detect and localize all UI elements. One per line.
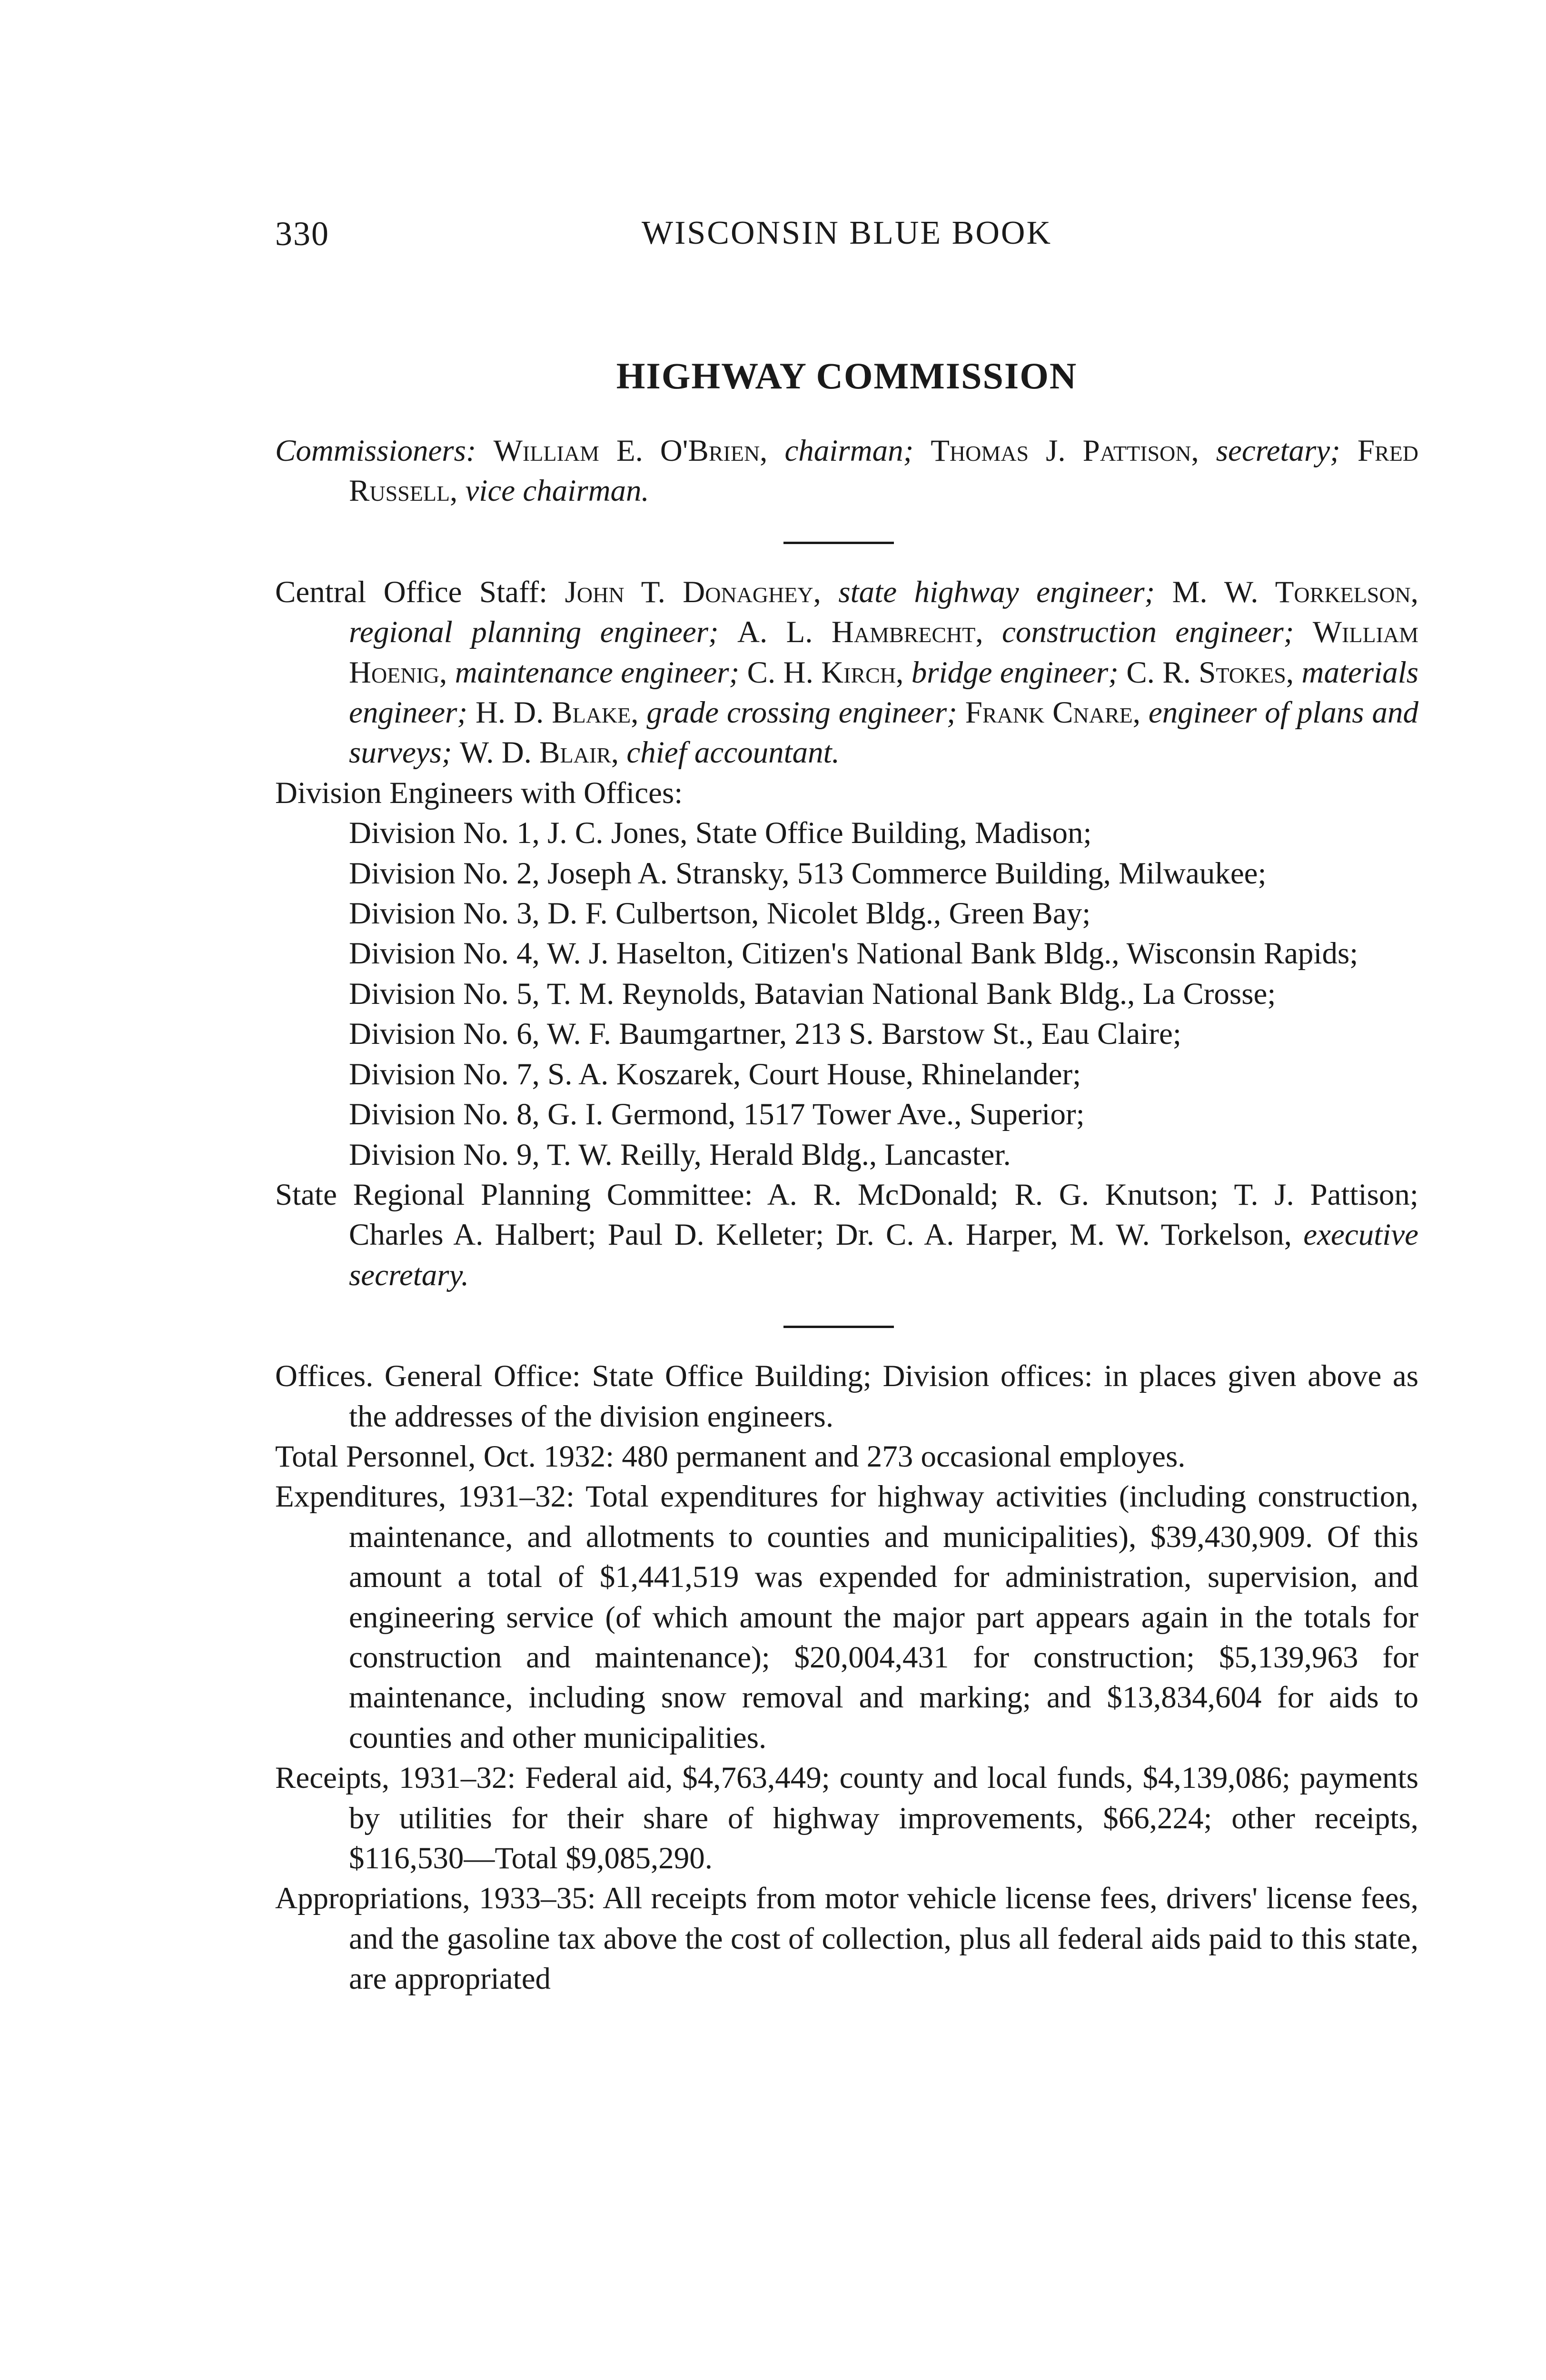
division-item: Division No. 4, W. J. Haselton, Citizen's National Bank Bldg., Wisconsin Rapids; bbox=[349, 936, 1358, 971]
staff-name: William Hoenig, bbox=[349, 615, 1419, 690]
expenditures-paragraph: Expenditures, 1931–32: Total expenditures for highway activities (including construction, maintenance, and allotments to counties and municipalities), $39,430,909. Of this amount a total of $1,441,519 was expended for administration, supervision, and engineering service (of which amount the major part appears again in the totals for construction and maintenance); $20,004,431 for construction; $5,139,963 for maintenance, including snow removal and marking; and $13,834,604 for aids to counties and other municipalities. bbox=[275, 1479, 1418, 1755]
section-title: HIGHWAY COMMISSION bbox=[616, 355, 1078, 397]
offices-paragraph: Offices. General Office: State Office Building; Division offices: in places given above as the addresses of the division engineers. bbox=[275, 1359, 1418, 1434]
section-divider bbox=[275, 511, 1418, 572]
page-number: 330 bbox=[275, 215, 329, 253]
staff-role: bridge engineer; bbox=[911, 655, 1119, 690]
staff-name: M. W. Torkelson, bbox=[1172, 575, 1419, 609]
staff-role: materials engineer; bbox=[349, 655, 1419, 730]
division-engineers-heading: Division Engineers with Offices: bbox=[275, 775, 683, 810]
division-item: Division No. 5, T. M. Reynolds, Batavian National Bank Bldg., La Crosse; bbox=[349, 976, 1276, 1011]
planning-committee-role: executive secretary. bbox=[349, 1218, 1419, 1292]
planning-committee-paragraph bbox=[275, 1175, 1418, 1295]
staff-role: state highway engineer; bbox=[838, 575, 1155, 609]
document-body bbox=[275, 431, 1418, 1999]
commissioners-label: Commissioners: bbox=[275, 434, 476, 468]
division-item: Division No. 8, G. I. Germond, 1517 Tower Ave., Superior; bbox=[349, 1097, 1085, 1132]
commissioners-paragraph bbox=[275, 431, 1418, 511]
running-title: WISCONSIN BLUE BOOK bbox=[642, 215, 1052, 251]
running-head bbox=[275, 214, 1418, 267]
planning-committee-text: State Regional Planning Committee: A. R. McDonald; R. G. Knutson; T. J. Pattison; Charles A. Halbert; Paul D. Kelleter; Dr. C. A. Harper, M. W. Torkelson, bbox=[275, 1177, 1418, 1252]
appropriations-paragraph: Appropriations, 1933–35: All receipts from motor vehicle license fees, drivers' license fees, and the gasoline tax above the cost of collection, plus all federal aids paid to this state, are appropriated bbox=[275, 1881, 1418, 1996]
commissioner-name: Fred Russell, bbox=[349, 434, 1419, 508]
central-office-staff-paragraph bbox=[275, 572, 1418, 773]
division-item: Division No. 6, W. F. Baumgartner, 213 S. Barstow St., Eau Claire; bbox=[349, 1017, 1181, 1051]
commissioner-role: chairman; bbox=[784, 434, 914, 468]
division-item: Division No. 1, J. C. Jones, State Office Building, Madison; bbox=[349, 816, 1092, 851]
staff-role: construction engineer; bbox=[1002, 615, 1294, 650]
staff-name: Frank Cnare, bbox=[965, 695, 1140, 730]
staff-role: engineer of plans and surveys; bbox=[349, 695, 1418, 770]
section-divider bbox=[275, 1295, 1418, 1356]
personnel-paragraph: Total Personnel, Oct. 1932: 480 permanent and 273 occasional employes. bbox=[275, 1439, 1186, 1474]
division-item: Division No. 2, Joseph A. Stransky, 513 Commerce Building, Milwaukee; bbox=[349, 856, 1267, 891]
staff-name: C. R. Stokes, bbox=[1126, 655, 1294, 690]
commissioner-name: Thomas J. Pattison, bbox=[931, 434, 1199, 468]
staff-name: H. D. Blake, bbox=[475, 695, 639, 730]
staff-name: A. L. Hambrecht, bbox=[737, 615, 983, 650]
division-item: Division No. 9, T. W. Reilly, Herald Bldg., Lancaster. bbox=[349, 1137, 1011, 1172]
staff-name: W. D. Blair, bbox=[459, 735, 619, 770]
staff-name: C. H. Kirch, bbox=[747, 655, 904, 690]
staff-name: John T. Donaghey, bbox=[565, 575, 821, 609]
staff-role: maintenance engineer; bbox=[455, 655, 740, 690]
commissioner-role: vice chairman. bbox=[465, 474, 649, 508]
receipts-paragraph: Receipts, 1931–32: Federal aid, $4,763,449; county and local funds, $4,139,086; payments by utilities for their share of highway improvements, $66,224; other receipts, $116,530—Total $9,085,290. bbox=[275, 1761, 1418, 1875]
division-item: Division No. 7, S. A. Koszarek, Court House, Rhinelander; bbox=[349, 1057, 1081, 1091]
staff-role: regional planning engineer; bbox=[349, 615, 719, 650]
staff-role: grade crossing engineer; bbox=[646, 695, 957, 730]
central-staff-label: Central Office Staff: bbox=[275, 575, 548, 609]
commissioner-role: secretary; bbox=[1216, 434, 1340, 468]
staff-role: chief accountant. bbox=[626, 735, 840, 770]
commissioner-name: William E. O'Brien, bbox=[493, 434, 768, 468]
division-item: Division No. 3, D. F. Culbertson, Nicolet Bldg., Green Bay; bbox=[349, 896, 1091, 931]
